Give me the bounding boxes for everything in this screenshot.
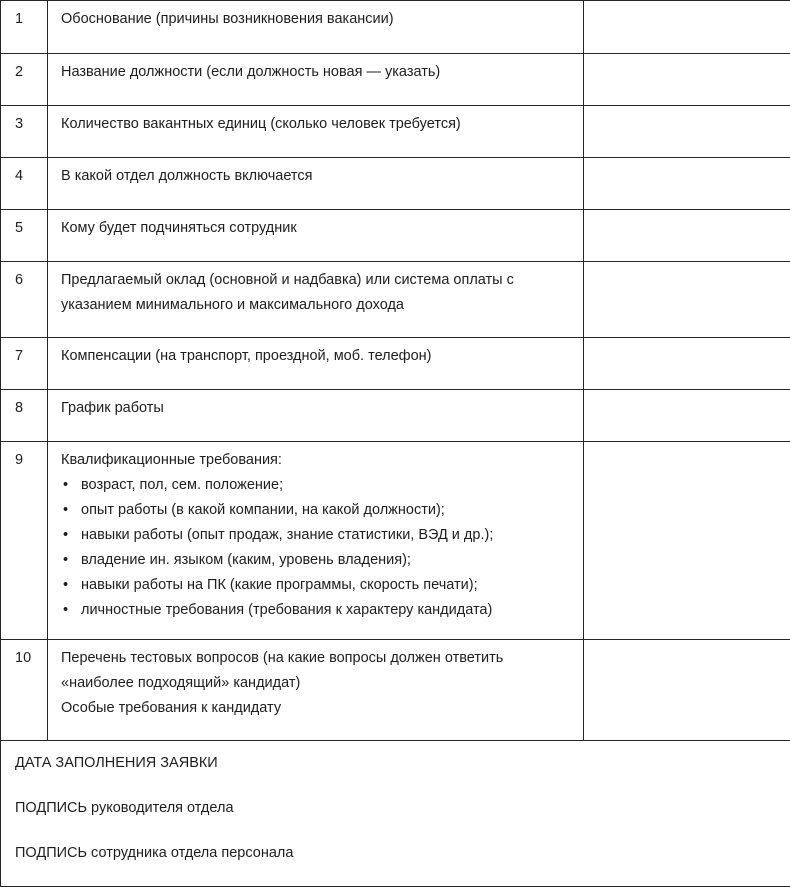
- table-row: [1, 158, 790, 210]
- row-number: 9: [1, 442, 48, 640]
- row-value-cell[interactable]: [584, 262, 790, 338]
- table-row: [1, 54, 790, 106]
- list-item: • навыки работы (опыт продаж, знание статистики, ВЭД и др.);: [61, 523, 573, 548]
- row-value-cell[interactable]: [584, 640, 790, 741]
- row-value-cell[interactable]: [584, 54, 790, 106]
- row-value-cell[interactable]: [584, 338, 790, 390]
- row-label-secondary: Особые требования к кандидату: [61, 696, 573, 721]
- row-label: Компенсации (на транспорт, проездной, моб. телефон): [48, 338, 584, 390]
- row-value-cell[interactable]: [584, 210, 790, 262]
- row-value-cell[interactable]: [584, 390, 790, 442]
- row-number: 5: [1, 210, 48, 262]
- row-value-cell[interactable]: [584, 158, 790, 210]
- row-label: Перечень тестовых вопросов (на какие вопросы должен ответить «наиболее подходящий» кандидат): [61, 646, 573, 696]
- table-row: [1, 442, 790, 640]
- row-number: 6: [1, 262, 48, 338]
- table-row: [1, 1, 790, 54]
- row-label-block: [48, 442, 584, 640]
- row-label: График работы: [48, 390, 584, 442]
- row-label: Обоснование (причины возникновения вакансии): [48, 1, 584, 54]
- row-number: 4: [1, 158, 48, 210]
- list-item: • навыки работы на ПК (какие программы, скорость печати);: [61, 573, 573, 598]
- row-label: Предлагаемый оклад (основной и надбавка) или система оплаты с указанием минимального и максимального дохода: [48, 262, 584, 338]
- footer-row: [1, 741, 790, 887]
- qualification-heading: Квалификационные требования:: [61, 448, 573, 473]
- requirements-list: [61, 473, 573, 623]
- fill-date-label: ДАТА ЗАПОЛНЕНИЯ ЗАЯВКИ: [15, 751, 790, 796]
- row-value-cell[interactable]: [584, 106, 790, 158]
- row-number: 2: [1, 54, 48, 106]
- row-label: Кому будет подчиняться сотрудник: [48, 210, 584, 262]
- list-item: • возраст, пол, сем. положение;: [61, 473, 573, 498]
- row-label: Количество вакантных единиц (сколько человек требуется): [48, 106, 584, 158]
- row-value-cell[interactable]: [584, 442, 790, 640]
- row-label-block: [48, 640, 584, 741]
- table-row: [1, 640, 790, 741]
- row-number: 10: [1, 640, 48, 741]
- head-signature-label: ПОДПИСЬ руководителя отдела: [15, 796, 790, 841]
- row-label: Название должности (если должность новая — указать): [48, 54, 584, 106]
- table-row: [1, 390, 790, 442]
- table-row: [1, 210, 790, 262]
- row-number: 1: [1, 1, 48, 54]
- row-number: 3: [1, 106, 48, 158]
- table-row: [1, 262, 790, 338]
- row-number: 7: [1, 338, 48, 390]
- row-number: 8: [1, 390, 48, 442]
- hr-signature-label: ПОДПИСЬ сотрудника отдела персонала: [15, 841, 790, 886]
- list-item: • опыт работы (в какой компании, на какой должности);: [61, 498, 573, 523]
- list-item: • владение ин. языком (каким, уровень владения);: [61, 548, 573, 573]
- row-label: В какой отдел должность включается: [48, 158, 584, 210]
- table-row: [1, 106, 790, 158]
- footer-signatures: [1, 741, 790, 887]
- table-row: [1, 338, 790, 390]
- list-item: • личностные требования (требования к характеру кандидата): [61, 598, 573, 623]
- row-value-cell[interactable]: [584, 1, 790, 54]
